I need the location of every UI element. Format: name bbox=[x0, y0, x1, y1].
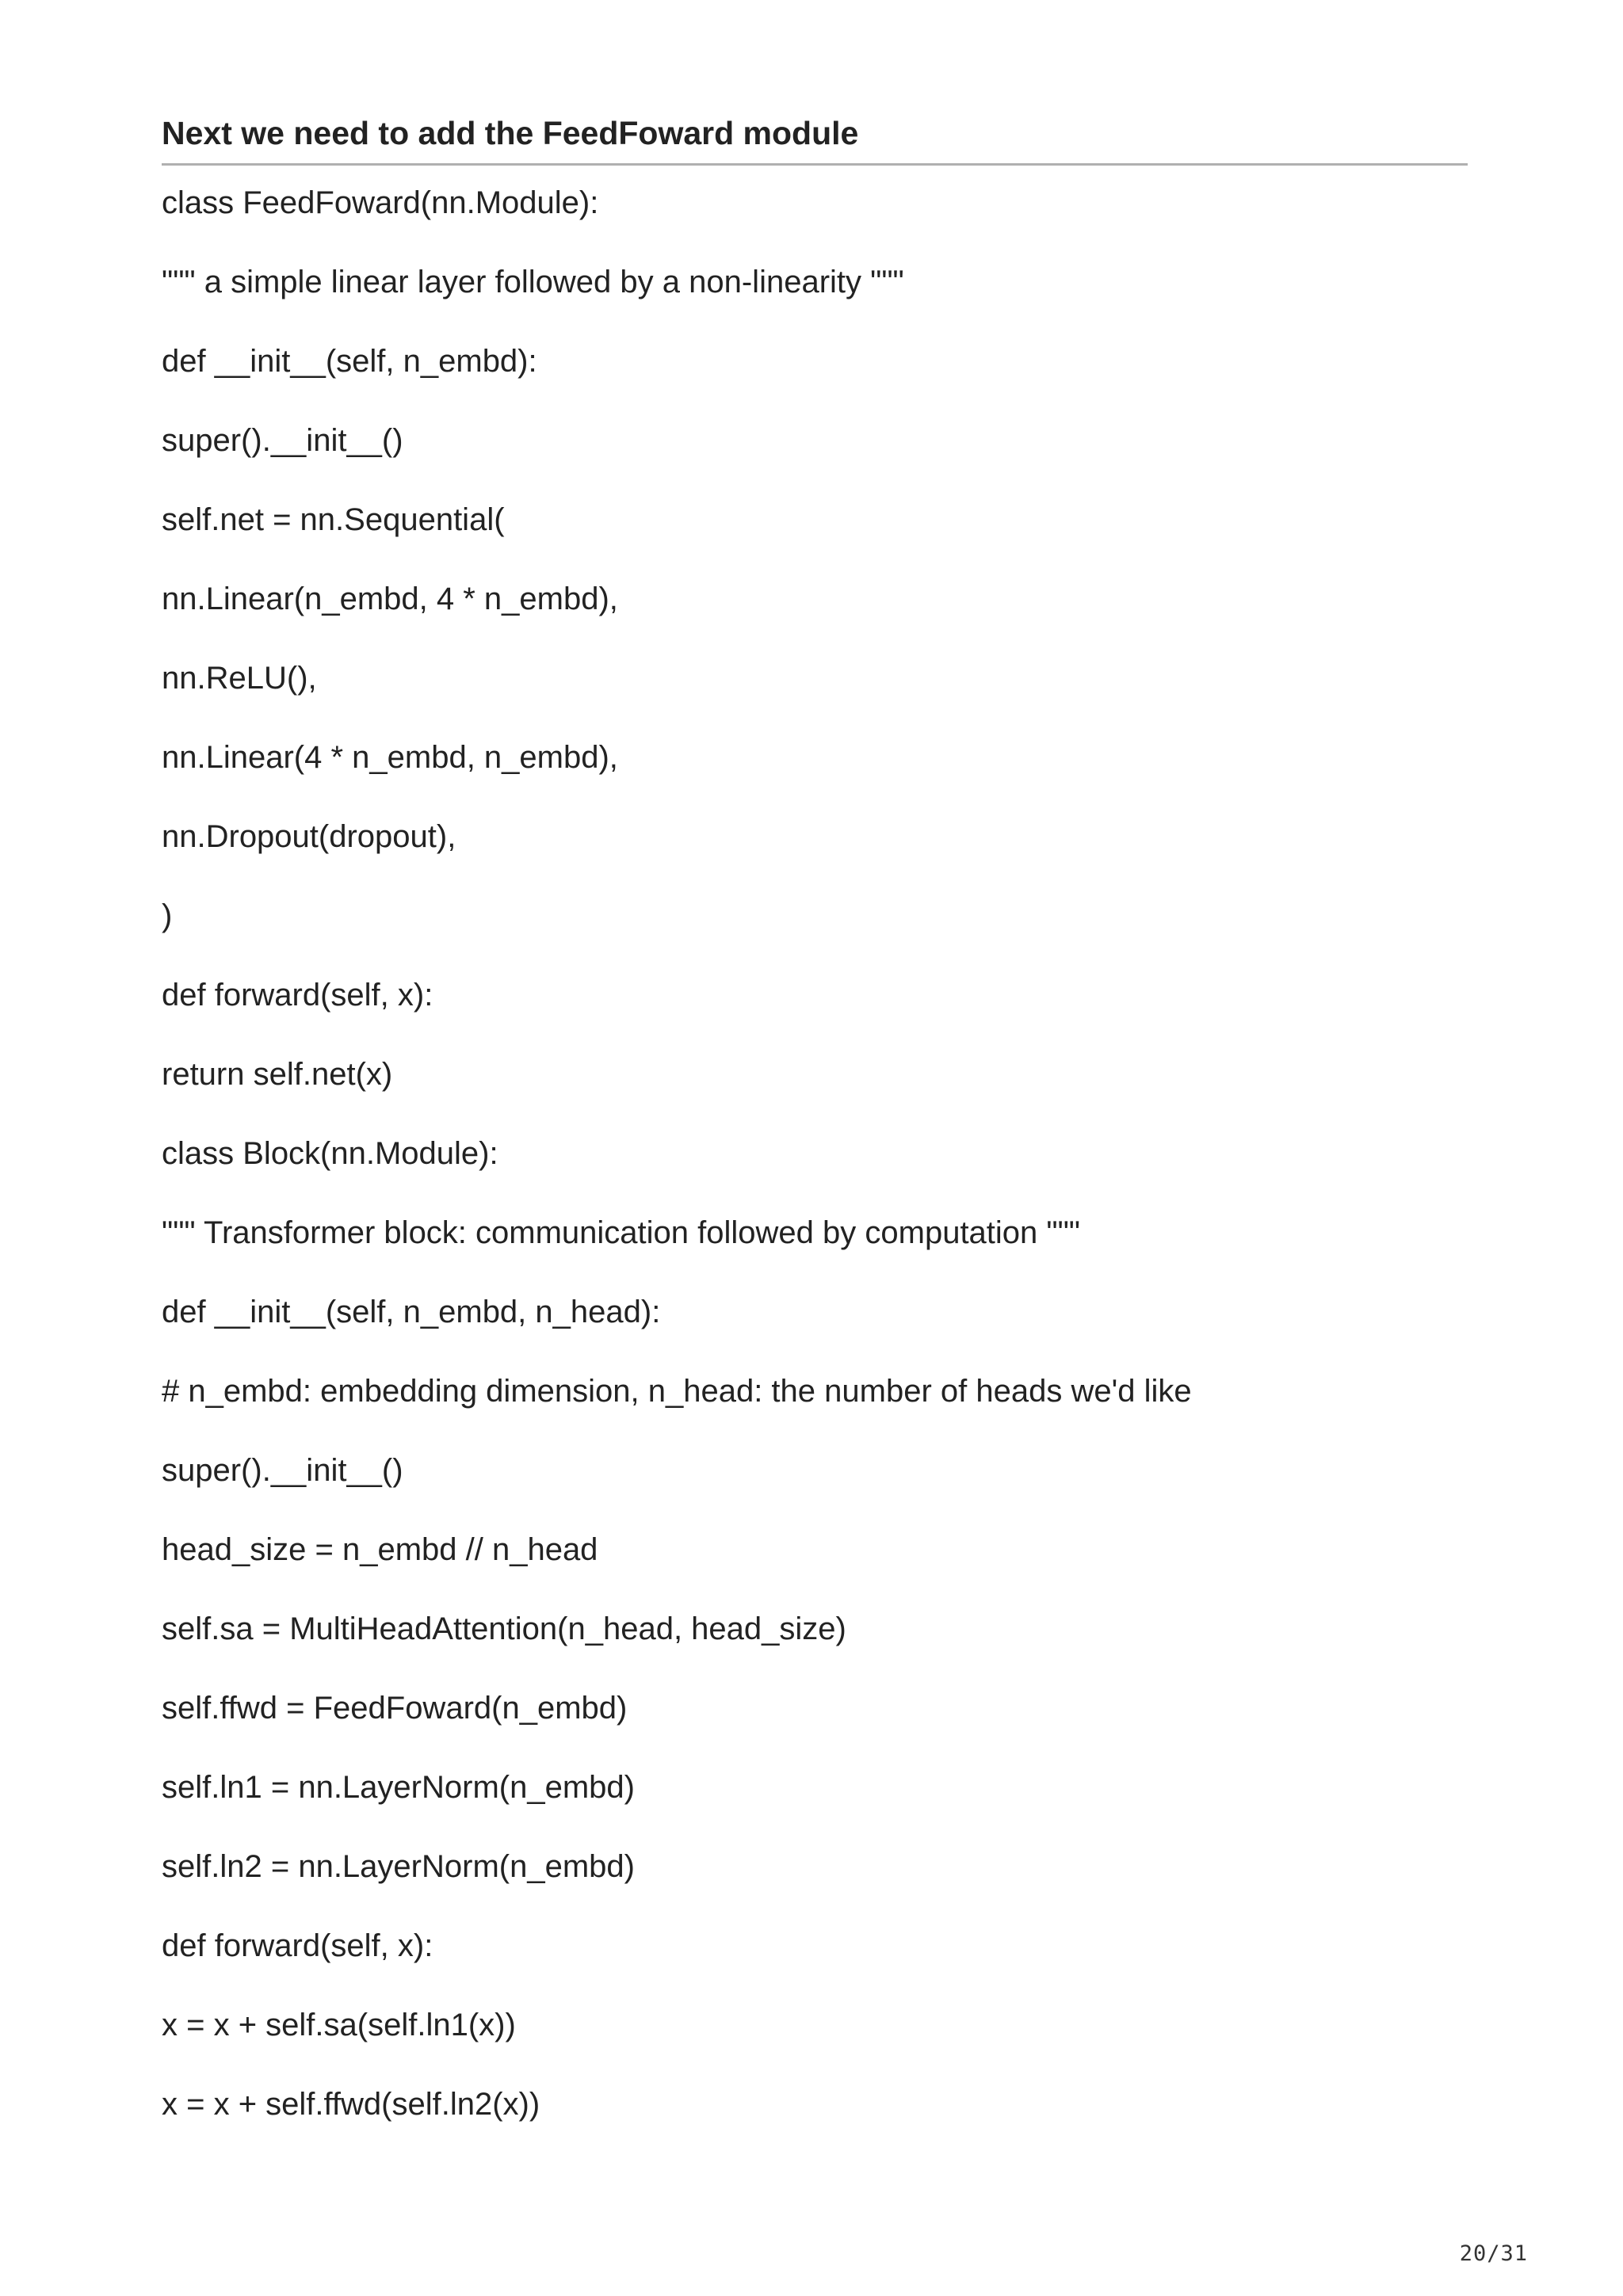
code-line: ) bbox=[162, 898, 173, 933]
code-line: class FeedFoward(nn.Module): bbox=[162, 185, 599, 220]
code-line: nn.Linear(n_embd, 4 * n_embd), bbox=[162, 582, 618, 616]
code-line: def forward(self, x): bbox=[162, 978, 433, 1013]
code-line: nn.ReLU(), bbox=[162, 661, 317, 696]
code-line: self.net = nn.Sequential( bbox=[162, 502, 505, 537]
code-line: nn.Linear(4 * n_embd, n_embd), bbox=[162, 740, 618, 775]
code-line: super().__init__() bbox=[162, 423, 403, 458]
code-line: """ a simple linear layer followed by a non-linearity """ bbox=[162, 265, 904, 299]
code-listing bbox=[162, 179, 1469, 2160]
section-heading: Next we need to add the FeedFoward module bbox=[162, 115, 859, 151]
code-line: def __init__(self, n_embd, n_head): bbox=[162, 1295, 661, 1329]
code-line: self.sa = MultiHeadAttention(n_head, head_size) bbox=[162, 1611, 846, 1646]
code-line: super().__init__() bbox=[162, 1453, 403, 1488]
code-line: x = x + self.sa(self.ln1(x)) bbox=[162, 2008, 516, 2042]
code-line: head_size = n_embd // n_head bbox=[162, 1532, 598, 1567]
code-line: x = x + self.ffwd(self.ln2(x)) bbox=[162, 2087, 540, 2122]
code-line: self.ln1 = nn.LayerNorm(n_embd) bbox=[162, 1770, 635, 1805]
code-line: """ Transformer block: communication followed by computation """ bbox=[162, 1215, 1081, 1250]
code-line: self.ln2 = nn.LayerNorm(n_embd) bbox=[162, 1849, 635, 1884]
code-line: nn.Dropout(dropout), bbox=[162, 819, 456, 854]
page-number: 20/31 bbox=[1459, 2241, 1528, 2266]
code-line: # n_embd: embedding dimension, n_head: the number of heads we'd like bbox=[162, 1374, 1192, 1409]
code-line: def __init__(self, n_embd): bbox=[162, 344, 537, 379]
code-line: def forward(self, x): bbox=[162, 1928, 433, 1963]
code-line: self.ffwd = FeedFoward(n_embd) bbox=[162, 1691, 628, 1726]
code-line: return self.net(x) bbox=[162, 1057, 393, 1092]
code-line: class Block(nn.Module): bbox=[162, 1136, 498, 1171]
heading-divider bbox=[162, 163, 1468, 166]
